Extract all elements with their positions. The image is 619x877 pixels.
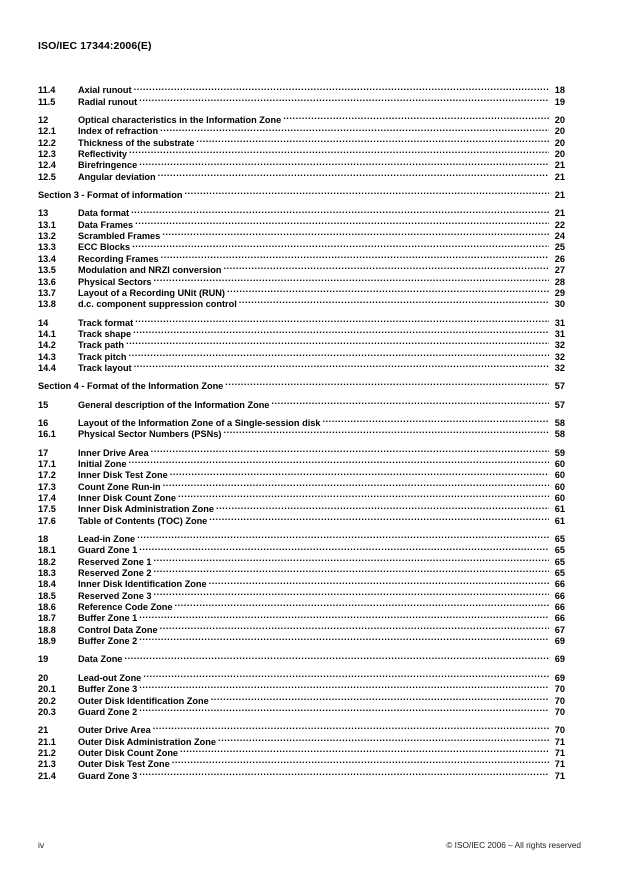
toc-entry-title: Data Zone (78, 654, 123, 665)
toc-entry-page: 20 (554, 115, 565, 126)
toc-entry[interactable] (38, 669, 565, 683)
toc-entry-title: Section 3 - Format of information (38, 190, 183, 201)
toc-entry-number: 12 (38, 115, 49, 126)
toc-entry-page: 71 (554, 770, 565, 781)
toc-entry-page: 66 (554, 579, 565, 590)
toc-entry[interactable] (38, 722, 565, 736)
toc-entry-page: 69 (554, 672, 565, 683)
toc-entry-page: 60 (554, 458, 565, 469)
toc-entry-title: Initial Zone (78, 458, 127, 469)
toc-entry-page: 25 (554, 242, 565, 253)
toc-entry-title: Axial runout (78, 85, 132, 96)
toc-dot-leader (211, 692, 549, 703)
toc-entry-page: 71 (554, 759, 565, 770)
toc-entry-title: Reserved Zone 2 (78, 568, 152, 579)
toc-group (38, 444, 565, 526)
toc-entry-page: 58 (554, 429, 565, 440)
toc-entry-title: Birefringence (78, 160, 138, 171)
toc-dot-leader (134, 82, 549, 93)
toc-entry-number: 14.1 (38, 328, 56, 339)
toc-dot-leader (223, 426, 548, 437)
toc-dot-leader (196, 134, 548, 145)
toc-entry-number: 18.1 (38, 545, 56, 556)
toc-entry-number: 16.1 (38, 429, 56, 440)
toc-entry-page: 66 (554, 590, 565, 601)
toc-entry-number: 11.4 (38, 85, 56, 96)
toc-entry-number: 20.2 (38, 695, 56, 706)
toc-dot-leader (139, 93, 548, 104)
toc-group (38, 396, 565, 410)
toc-entry-page: 57 (554, 381, 565, 392)
toc-entry-title: Inner Disk Administration Zone (78, 504, 214, 515)
toc-group (38, 651, 565, 665)
toc-entry-title: Lead-in Zone (78, 534, 136, 545)
toc-dot-leader (216, 501, 549, 512)
toc-entry-number: 17 (38, 447, 49, 458)
toc-entry-title: Track layout (78, 362, 132, 373)
toc-entry-number: 21.1 (38, 736, 56, 747)
toc-entry-number: 13.6 (38, 276, 56, 287)
toc-dot-leader (135, 216, 548, 227)
toc-entry-title: Outer Disk Test Zone (78, 759, 170, 770)
toc-dot-leader (178, 490, 548, 501)
toc-entry-page: 70 (554, 684, 565, 695)
toc-dot-leader (223, 262, 548, 273)
toc-dot-leader (139, 767, 548, 778)
toc-dot-leader (162, 228, 548, 239)
toc-entry-number: 13.4 (38, 253, 56, 264)
toc-section-heading[interactable] (38, 378, 565, 392)
toc-entry-title: Physical Sectors (78, 276, 152, 287)
toc-entry-title: Reflectivity (78, 149, 128, 160)
toc-entry-title: Lead-out Zone (78, 672, 142, 683)
toc-entry-number: 13.1 (38, 219, 56, 230)
toc-entry-number: 21 (38, 725, 49, 736)
toc-entry-page: 21 (554, 171, 565, 182)
toc-entry-title: Count Zone Run-in (78, 481, 161, 492)
toc-entry-number: 18.9 (38, 636, 56, 647)
toc-entry-title: Recording Frames (78, 253, 159, 264)
toc-entry-number: 14.2 (38, 340, 56, 351)
toc-dot-leader (158, 168, 549, 179)
toc-dot-leader (143, 669, 548, 680)
toc-dot-leader (133, 326, 548, 337)
toc-dot-leader (225, 378, 548, 389)
toc-dot-leader (154, 587, 549, 598)
toc-entry-title: Thickness of the substrate (78, 137, 195, 148)
toc-dot-leader (154, 565, 549, 576)
toc-entry[interactable] (38, 82, 565, 96)
toc-entry-page: 20 (554, 149, 565, 160)
toc-dot-leader (129, 146, 548, 157)
toc-entry[interactable] (38, 444, 565, 458)
toc-entry-number: 13.3 (38, 242, 56, 253)
toc-dot-leader (134, 360, 549, 371)
toc-entry-page: 60 (554, 470, 565, 481)
toc-entry-number: 13 (38, 208, 49, 219)
toc-group (38, 187, 565, 201)
toc-entry-title: Outer Disk Count Zone (78, 747, 179, 758)
toc-entry-title: Guard Zone 2 (78, 706, 138, 717)
toc-entry-title: Reserved Zone 1 (78, 556, 152, 567)
toc-dot-leader (283, 112, 548, 123)
toc-dot-leader (160, 621, 549, 632)
toc-entry-title: Data format (78, 208, 130, 219)
toc-entry-page: 67 (554, 624, 565, 635)
toc-entry-title: Layout of the Information Zone of a Single-session disk (78, 417, 321, 428)
toc-entry-number: 17.1 (38, 458, 56, 469)
toc-entry-title: ECC Blocks (78, 242, 131, 253)
toc-entry-page: 61 (554, 504, 565, 515)
toc-entry-title: Buffer Zone 1 (78, 613, 138, 624)
toc-entry-number: 14 (38, 317, 49, 328)
toc-entry-number: 17.4 (38, 493, 56, 503)
toc-entry-number: 20.3 (38, 706, 56, 717)
toc-entry-page: 31 (554, 328, 565, 339)
toc-dot-leader (180, 745, 548, 756)
toc-entry-title: Buffer Zone 3 (78, 684, 138, 695)
footer-page-number: iv (38, 840, 45, 850)
toc-entry-number: 18.2 (38, 556, 56, 567)
toc-group (38, 415, 565, 438)
toc-entry-title: Optical characteristics in the Information Zone (78, 115, 282, 126)
toc-entry-page: 65 (554, 545, 565, 556)
toc-entry-page: 29 (554, 287, 565, 298)
toc-entry-number: 17.5 (38, 504, 56, 515)
toc-entry-page: 19 (554, 96, 565, 107)
toc-dot-leader (129, 348, 549, 359)
toc-entry-number: 21.2 (38, 747, 56, 758)
toc-entry-page: 60 (554, 481, 565, 492)
toc-entry-page: 21 (554, 160, 565, 171)
toc-dot-leader (154, 273, 549, 284)
toc-entry-title: Physical Sector Numbers (PSNs) (78, 429, 222, 440)
toc-entry-number: 13.5 (38, 265, 56, 276)
toc-entry-number: 12.5 (38, 171, 56, 182)
toc-dot-leader (218, 733, 549, 744)
toc-entry-title: Section 4 - Format of the Information Zone (38, 381, 224, 392)
toc-entry-number: 19 (38, 654, 49, 665)
toc-entry-title: Inner Disk Count Zone (78, 493, 177, 503)
toc-group (38, 205, 565, 310)
toc-dot-leader (153, 722, 549, 733)
toc-entry-title: Outer Disk Identification Zone (78, 695, 209, 706)
toc-entry[interactable] (38, 314, 565, 328)
toc-entry-number: 20 (38, 672, 49, 683)
toc-entry-page: 27 (554, 265, 565, 276)
toc-dot-leader (129, 456, 549, 467)
toc-group (38, 531, 565, 647)
toc-dot-leader (126, 337, 549, 348)
toc-dot-leader (163, 478, 549, 489)
toc-entry-title: Index of refraction (78, 126, 159, 137)
toc-entry-number: 18.3 (38, 568, 56, 579)
toc-dot-leader (209, 576, 549, 587)
toc-entry-title: Reference Code Zone (78, 602, 173, 613)
toc-entry-number: 12.3 (38, 149, 56, 160)
toc-section-heading[interactable] (38, 187, 565, 201)
toc-dot-leader (124, 651, 548, 662)
toc-entry-page: 70 (554, 725, 565, 736)
toc-entry-number: 17.2 (38, 470, 56, 481)
toc-group (38, 378, 565, 392)
toc-entry[interactable] (38, 112, 565, 126)
toc-entry-title: Track shape (78, 328, 132, 339)
toc-entry-number: 21.3 (38, 759, 56, 770)
toc-entry-page: 30 (554, 299, 565, 310)
toc-entry-number: 17.3 (38, 481, 56, 492)
toc-entry-number: 12.4 (38, 160, 56, 171)
toc-dot-leader (135, 314, 548, 325)
document-header: ISO/IEC 17344:2006(E) (38, 40, 152, 52)
toc-entry-title: Angular deviation (78, 171, 156, 182)
toc-entry-title: Control Data Zone (78, 624, 158, 635)
toc-entry-number: 13.7 (38, 287, 56, 298)
toc-entry-page: 24 (554, 231, 565, 242)
toc-entry-number: 13.2 (38, 231, 56, 242)
toc-entry-page: 59 (554, 447, 565, 458)
toc-dot-leader (322, 415, 548, 426)
toc-entry-page: 65 (554, 556, 565, 567)
toc-entry-title: Table of Contents (TOC) Zone (78, 515, 208, 526)
toc-group (38, 314, 565, 371)
toc-entry-title: Inner Disk Test Zone (78, 470, 168, 481)
toc-entry-number: 17.6 (38, 515, 56, 526)
toc-dot-leader (160, 123, 548, 134)
toc-entry-title: Data Frames (78, 219, 134, 230)
toc-entry-number: 16 (38, 417, 49, 428)
toc-entry-page: 58 (554, 417, 565, 428)
toc-entry-page: 28 (554, 276, 565, 287)
toc-group (38, 82, 565, 105)
toc-entry-number: 20.1 (38, 684, 56, 695)
toc-entry-page: 26 (554, 253, 565, 264)
toc-dot-leader (139, 157, 548, 168)
toc-entry-page: 20 (554, 126, 565, 137)
toc-entry-title: General description of the Information Zone (78, 399, 270, 410)
toc-entry-number: 18.6 (38, 602, 56, 613)
toc-entry-number: 18.8 (38, 624, 56, 635)
toc-group (38, 669, 565, 717)
toc-dot-leader (170, 467, 549, 478)
toc-dot-leader (227, 285, 549, 296)
toc-dot-leader (132, 239, 548, 250)
toc-dot-leader (131, 205, 548, 216)
toc-entry-number: 18.7 (38, 613, 56, 624)
toc-entry-title: Scrambled Frames (78, 231, 161, 242)
toc-dot-leader (172, 756, 549, 767)
toc-dot-leader (139, 633, 548, 644)
toc-entry-page: 32 (554, 362, 565, 373)
toc-entry-title: Track path (78, 340, 124, 351)
toc-dot-leader (184, 187, 548, 198)
toc-entry-page: 21 (554, 208, 565, 219)
toc-entry-page: 57 (554, 399, 565, 410)
toc-entry-number: 13.8 (38, 299, 56, 310)
toc-dot-leader (139, 610, 548, 621)
toc-entry-page: 60 (554, 493, 565, 503)
toc-entry-number: 12.2 (38, 137, 56, 148)
toc-entry-title: d.c. component suppression control (78, 299, 237, 310)
page-footer (38, 840, 581, 850)
toc-entry-title: Guard Zone 3 (78, 770, 138, 781)
toc-entry-number: 12.1 (38, 126, 56, 137)
toc-entry-title: Outer Drive Area (78, 725, 151, 736)
toc-entry-page: 20 (554, 137, 565, 148)
toc-entry-number: 18.5 (38, 590, 56, 601)
toc-entry-number: 11.5 (38, 96, 56, 107)
toc-entry-page: 66 (554, 613, 565, 624)
toc-dot-leader (174, 599, 548, 610)
toc-entry[interactable] (38, 531, 565, 545)
toc-entry-page: 65 (554, 568, 565, 579)
toc-entry[interactable] (38, 415, 565, 426)
toc-entry-number: 18 (38, 534, 49, 545)
table-of-contents (38, 82, 565, 779)
toc-dot-leader (271, 396, 548, 407)
toc-entry-page: 22 (554, 219, 565, 230)
toc-entry-page: 66 (554, 602, 565, 613)
toc-entry-title: Buffer Zone 2 (78, 636, 138, 647)
toc-entry-page: 21 (554, 190, 565, 201)
toc-entry-title: Reserved Zone 3 (78, 590, 152, 601)
toc-entry-page: 65 (554, 534, 565, 545)
toc-dot-leader (137, 531, 548, 542)
toc-entry-page: 18 (554, 85, 565, 96)
toc-group (38, 722, 565, 779)
toc-entry-title: Modulation and NRZI conversion (78, 265, 222, 276)
toc-entry-page: 70 (554, 706, 565, 717)
toc-dot-leader (139, 542, 548, 553)
toc-entry-title: Track pitch (78, 351, 127, 362)
toc-entry[interactable] (38, 205, 565, 219)
toc-entry-page: 32 (554, 351, 565, 362)
toc-dot-leader (151, 444, 549, 455)
toc-entry-number: 14.4 (38, 362, 56, 373)
toc-entry-page: 31 (554, 317, 565, 328)
toc-entry[interactable] (38, 396, 565, 410)
toc-entry-page: 71 (554, 736, 565, 747)
toc-entry-number: 15 (38, 399, 49, 410)
toc-dot-leader (139, 704, 548, 715)
toc-entry-title: Inner Drive Area (78, 447, 149, 458)
toc-entry-number: 21.4 (38, 770, 56, 781)
toc-entry-title: Layout of a Recording UNit (RUN) (78, 287, 225, 298)
toc-entry-page: 61 (554, 515, 565, 526)
toc-dot-leader (139, 681, 548, 692)
toc-dot-leader (239, 296, 549, 307)
toc-entry-page: 69 (554, 654, 565, 665)
toc-dot-leader (161, 250, 549, 261)
toc-entry-page: 70 (554, 695, 565, 706)
footer-copyright: © ISO/IEC 2006 – All rights reserved (446, 840, 581, 850)
toc-entry-page: 71 (554, 747, 565, 758)
toc-entry-title: Guard Zone 1 (78, 545, 138, 556)
toc-entry[interactable] (38, 651, 565, 665)
toc-entry-title: Outer Disk Administration Zone (78, 736, 216, 747)
toc-dot-leader (209, 512, 548, 523)
toc-dot-leader (154, 553, 549, 564)
toc-entry-number: 18.4 (38, 579, 56, 590)
toc-entry-page: 32 (554, 340, 565, 351)
toc-entry-title: Radial runout (78, 96, 138, 107)
toc-entry-page: 69 (554, 636, 565, 647)
toc-group (38, 112, 565, 180)
toc-entry-title: Track format (78, 317, 134, 328)
toc-entry-title: Inner Disk Identification Zone (78, 579, 207, 590)
toc-entry-number: 14.3 (38, 351, 56, 362)
